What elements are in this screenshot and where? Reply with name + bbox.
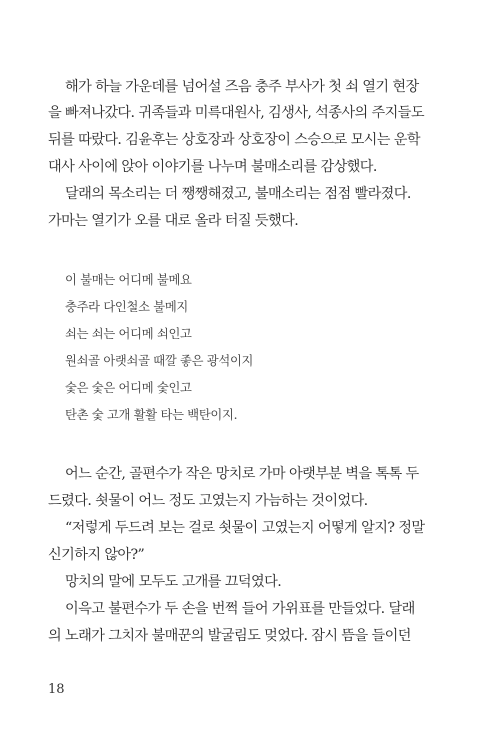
text-line: 달래의 목소리는 더 쨍쨍해졌고, 불매소리는 점점 빨라졌다. <box>65 186 411 202</box>
text-line: 어느 순간, 골편수가 작은 망치로 가마 아랫부분 벽을 톡톡 두 <box>65 466 419 482</box>
verse-line: 원쇠골 아랫쇠골 때깔 좋은 광석이지 <box>65 354 254 368</box>
page-number: 18 <box>48 682 65 697</box>
text-line: 드렸다. 쇳물이 어느 정도 고였는지 가늠하는 것이었다. <box>48 493 368 509</box>
text-line: 망치의 말에 모두도 고개를 끄덕였다. <box>65 574 282 590</box>
text-line: 해가 하늘 가운데를 넘어설 즈음 충주 부사가 첫 쇠 열기 현장 <box>65 79 419 95</box>
text-line: 뒤를 따랐다. 김윤후는 상호장과 상호장이 스승으로 모시는 운학 <box>48 132 421 148</box>
verse-line: 쇠는 쇠는 어디메 쇠인고 <box>65 327 192 341</box>
verse-line: 이 불매는 어디메 불메요 <box>65 273 192 287</box>
verse-line: 숯은 숯은 어디메 숯인고 <box>65 381 192 395</box>
text-line: 의 노래가 그치자 불매꾼의 발굴림도 멎었다. 잠시 뜸을 들이던 <box>48 628 411 644</box>
text-line: 가마는 열기가 오를 대로 올라 터질 듯했다. <box>48 213 299 229</box>
text-line: “저렇게 두드려 보는 걸로 쇳물이 고였는지 어떻게 알지? 정말 <box>65 520 425 536</box>
text-line: 대사 사이에 앉아 이야기를 나누며 불매소리를 감상했다. <box>48 159 377 175</box>
verse-line: 충주라 다인철소 불메지 <box>65 300 189 314</box>
text-line: 이윽고 불편수가 두 손을 번쩍 들어 가위표를 만들었다. 달래 <box>65 601 415 617</box>
verse-line: 탄촌 숯 고개 활활 타는 백탄이지. <box>65 408 238 422</box>
text-line: 신기하지 않아?” <box>48 547 145 563</box>
text-line: 을 빠져나갔다. 귀족들과 미륵대원사, 김생사, 석종사의 주지들도 <box>48 105 424 121</box>
